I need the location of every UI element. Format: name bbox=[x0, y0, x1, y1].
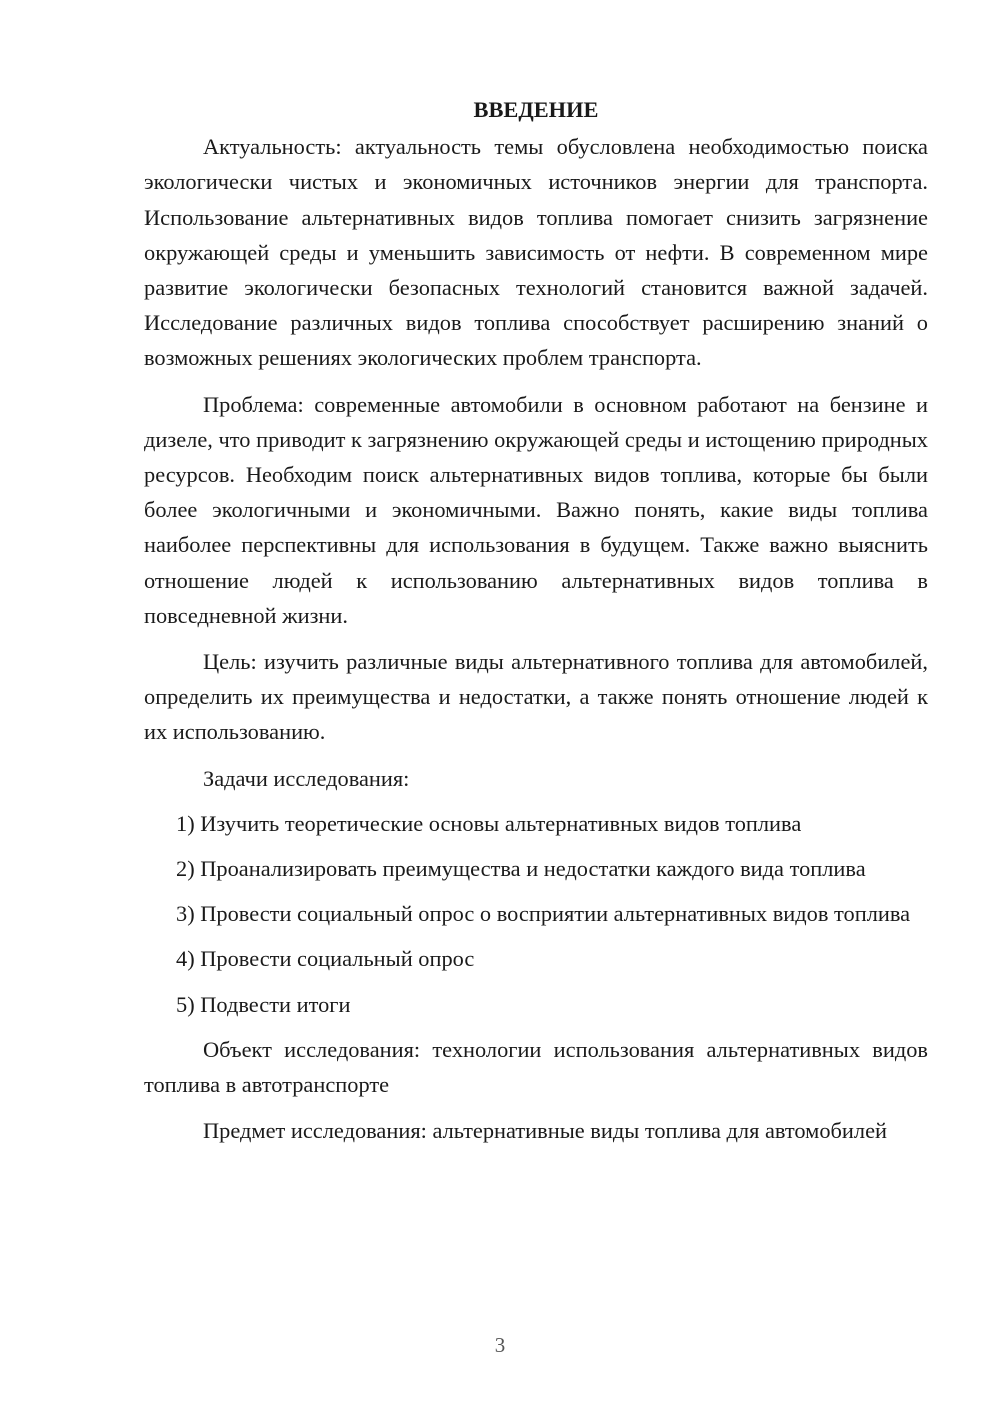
relevance-paragraph: Актуальность: актуальность темы обусловлена необходимостью поиска экологически чистых и экономичных источников энергии для транспорта. Использование альтернативных видов топлива помогает снизить загрязнение окружающей среды и уменьшить зависимость от нефти. В современном мире развитие экологически безопасных технологий становится важной задачей. Исследование различных видов топлива способствует расширению знаний о возможных решениях экологических проблем транспорта. bbox=[144, 134, 928, 371]
document-page bbox=[144, 92, 928, 1159]
list-item: 3) Провести социальный опрос о восприятии альтернативных видов топлива bbox=[176, 901, 911, 927]
list-item: 2) Проанализировать преимущества и недостатки каждого вида топлива bbox=[176, 856, 866, 882]
list-item: 5) Подвести итоги bbox=[176, 991, 351, 1017]
tasks-list bbox=[144, 806, 928, 1022]
object-paragraph: Объект исследования: технологии использования альтернативных видов топлива в автотранспорте bbox=[144, 1036, 928, 1098]
list-item: 4) Провести социальный опрос bbox=[176, 946, 475, 972]
page-number: 3 bbox=[494, 1333, 506, 1357]
problem-paragraph: Проблема: современные автомобили в основном работают на бензине и дизеле, что приводит к загрязнению окружающей среды и истощению природных ресурсов. Необходим поиск альтернативных видов топлива, которые бы были более экологичными и экономичными. Важно понять, какие виды топлива наиболее перспективны для использования в будущем. Также важно выяснить отношение людей к использованию альтернативных видов топлива в повседневной жизни. bbox=[144, 391, 928, 628]
tasks-label: Задачи исследования: bbox=[203, 765, 410, 791]
list-item: 1) Изучить теоретические основы альтернативных видов топлива bbox=[176, 810, 802, 836]
goal-paragraph: Цель: изучить различные виды альтернативного топлива для автомобилей, определить их преимущества и недостатки, а также понять отношение людей к их использованию. bbox=[144, 649, 928, 745]
section-heading: ВВЕДЕНИЕ bbox=[473, 97, 599, 122]
subject-paragraph: Предмет исследования: альтернативные виды топлива для автомобилей bbox=[203, 1118, 888, 1144]
